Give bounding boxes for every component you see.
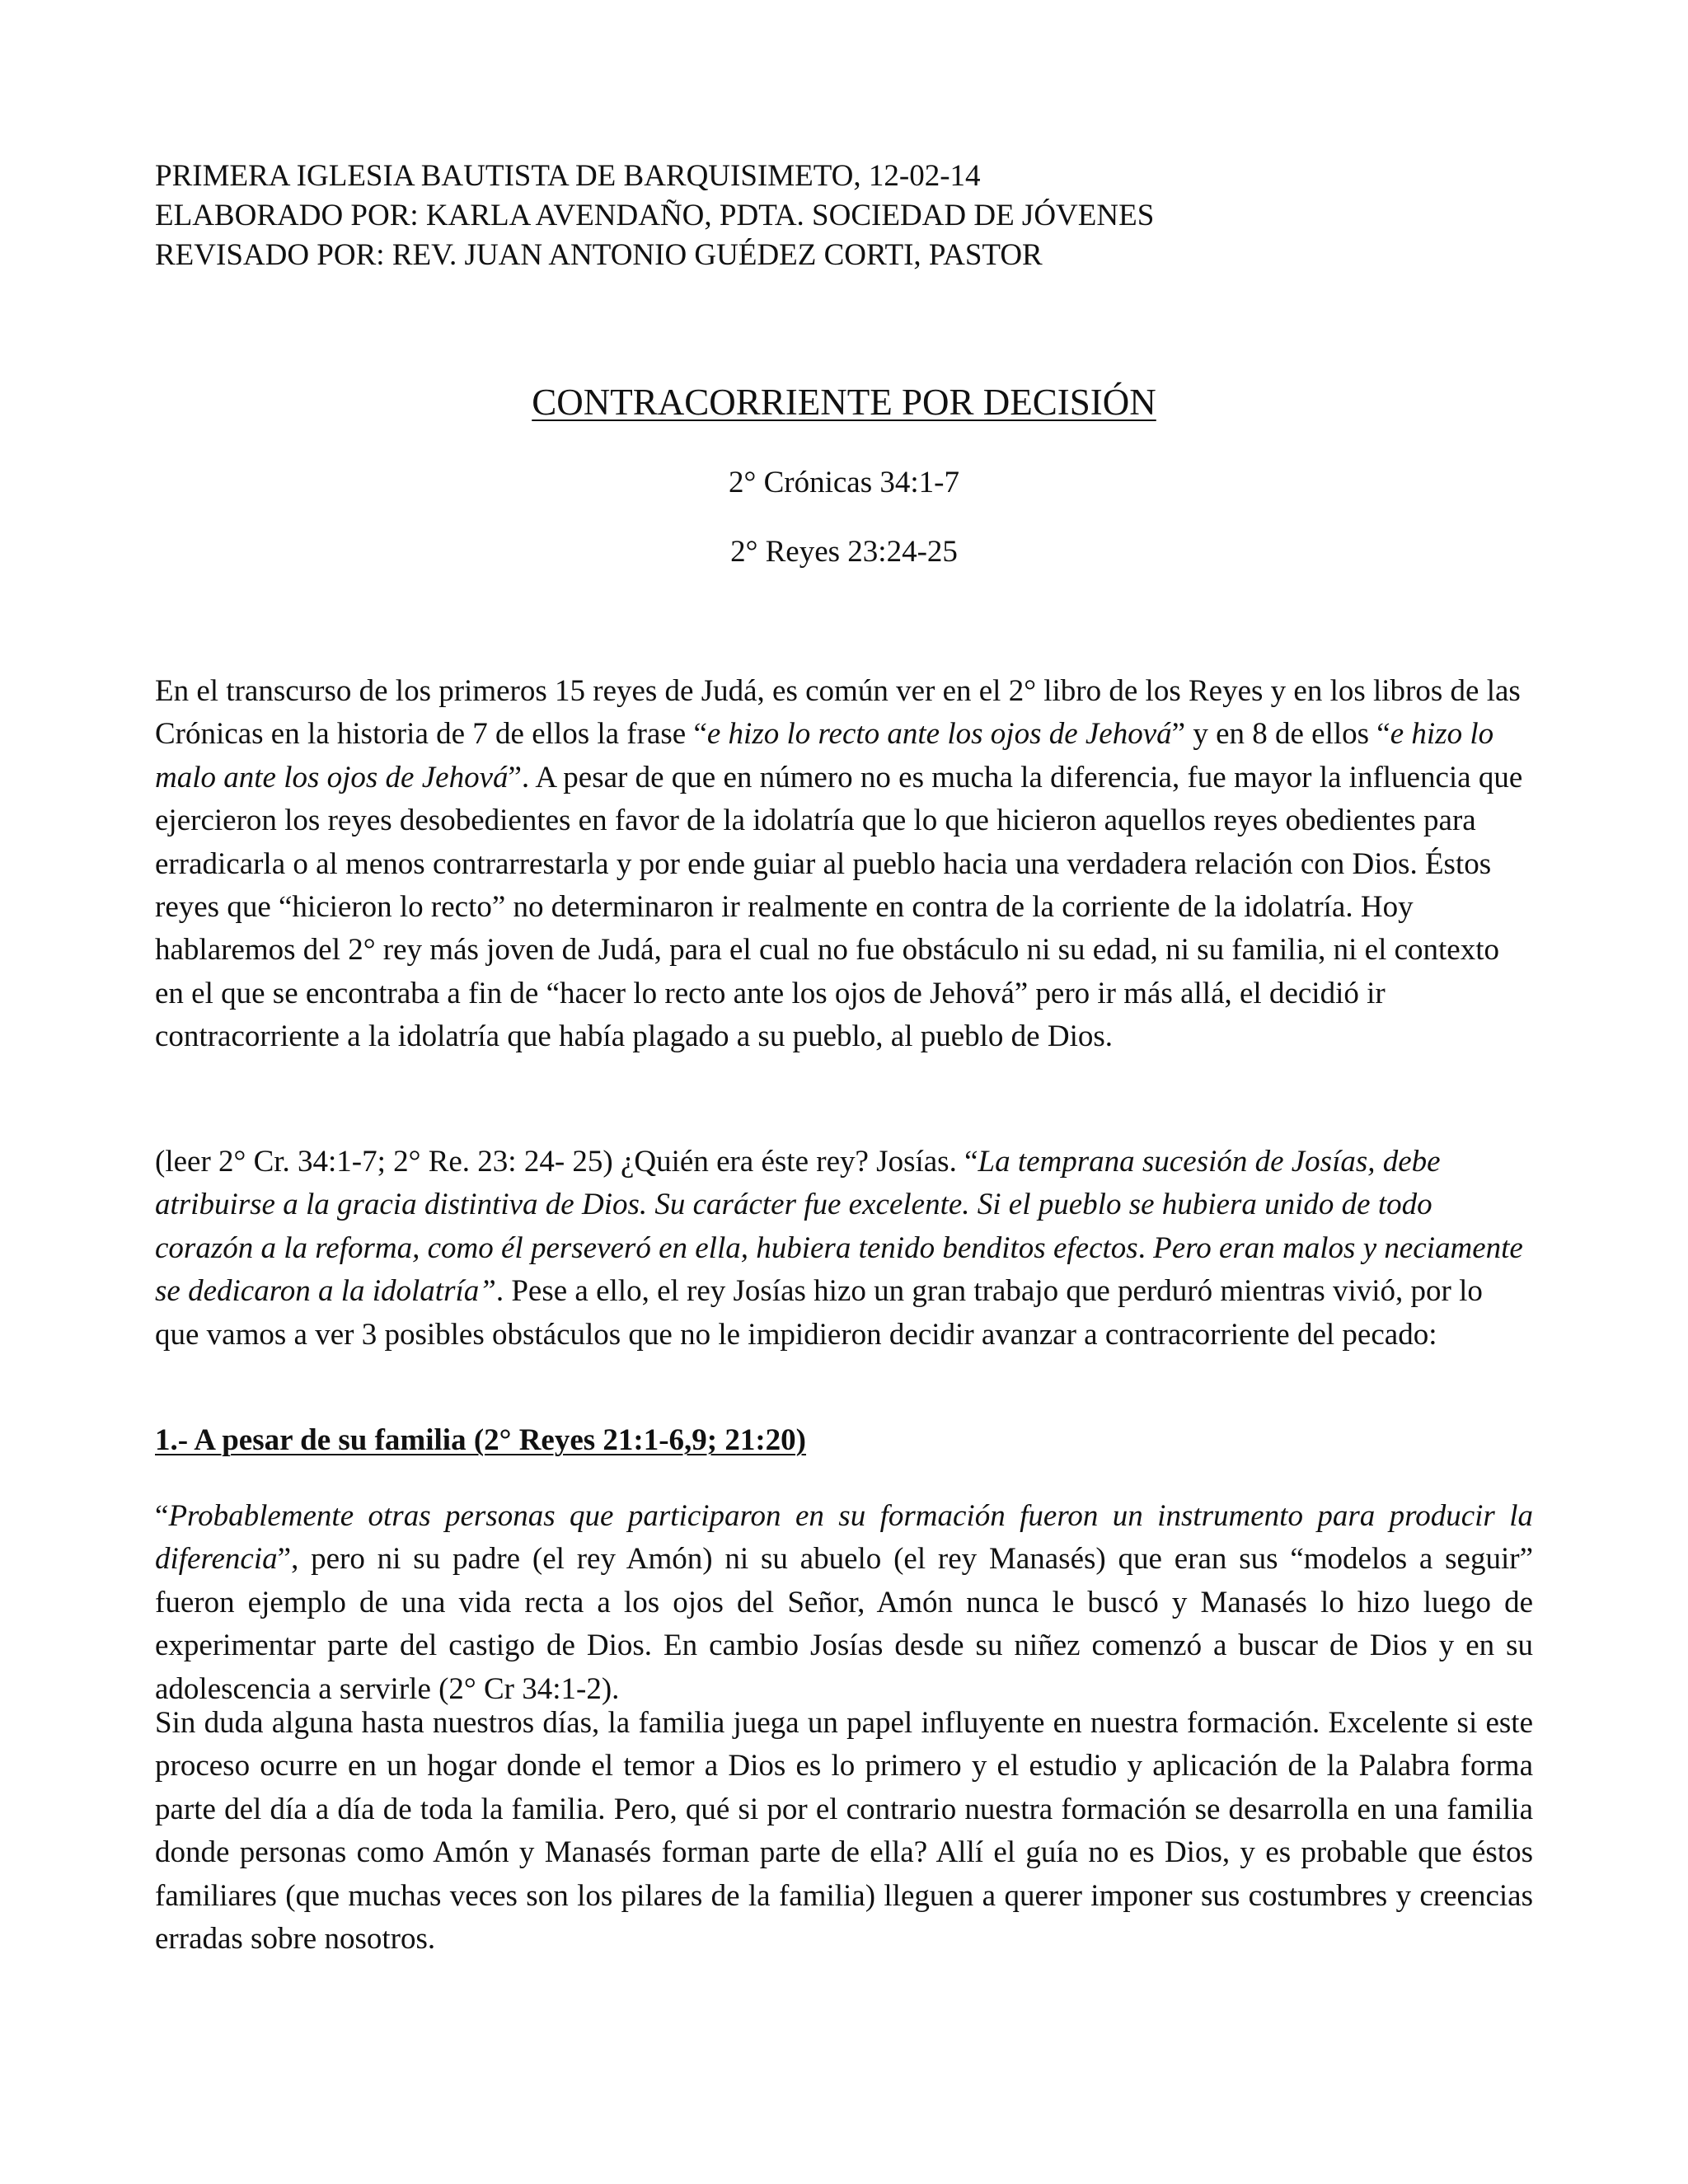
family-text-open: “ <box>155 1499 169 1533</box>
intro-text-3: ”. A pesar de que en número no es mucha la diferencia, fue mayor la influencia que ejercieron los reyes desobedientes en favor de la idolatría que lo que hicieron aquellos reyes obedientes para erradicarla o al menos contrarrestarla y por ende guiar al pueblo hacia una verdadera relación con Dios. Éstos reyes que “hicieron lo recto” no determinaron ir realmente en contra de la corriente de la idolatría. Hoy hablaremos del 2° rey más joven de Judá, para el cual no fue obstáculo ni su edad, ni su familia, ni el contexto en el que se encontraba a fin de “hacer lo recto ante los ojos de Jehová” pero ir más allá, el decidió ir contracorriente a la idolatría que había plagado a su pueblo, al pueblo de Dios. <box>155 760 1523 1054</box>
header-reviewer-line: REVISADO POR: REV. JUAN ANTONIO GUÉDEZ CORTI, PASTOR <box>155 238 1043 272</box>
intro-paragraph <box>155 670 1533 1059</box>
header-author-line: ELABORADO POR: KARLA AVENDAÑO, PDTA. SOCIEDAD DE JÓVENES <box>155 199 1155 232</box>
document-title <box>0 377 1688 427</box>
josiah-paragraph <box>155 1141 1533 1357</box>
header-church-line: PRIMERA IGLESIA BAUTISTA DE BARQUISIMETO, 12-02-14 <box>155 159 981 193</box>
title-text: CONTRACORRIENTE POR DECISIÓN <box>532 382 1156 423</box>
family-paragraph-1 <box>155 1495 1533 1711</box>
intro-quote-evil: e hizo lo malo ante los ojos de Jehová <box>155 717 1494 794</box>
family-paragraph-2 <box>155 1702 1533 1961</box>
family-quote: Probablemente otras personas que participaron en su formación fueron un instrumento para producir la diferencia <box>155 1499 1533 1577</box>
josiah-text-3: . Pese a ello, el rey Josías hizo un gran trabajo que perduró mientras vivió, por lo que vamos a ver 3 posibles obstáculos que no le impidieron decidir avanzar a contracorriente del pecado: <box>155 1274 1483 1352</box>
josiah-text-1: (leer 2° Cr. 34:1-7; 2° Re. 23: 24- 25) ¿Quién era éste rey? Josías. “ <box>155 1145 978 1179</box>
document-header <box>155 157 1556 275</box>
josiah-quote-2: Pero eran malos y neciamente se dedicaron a la idolatría” <box>155 1230 1523 1309</box>
josiah-text-2: . <box>1137 1230 1154 1265</box>
intro-quote-righteous: e hizo lo recto ante los ojos de Jehová <box>706 717 1172 752</box>
section-heading-family: 1.- A pesar de su familia (2° Reyes 21:1-6,9; 21:20) <box>155 1423 807 1457</box>
intro-text-2: ” y en 8 de ellos “ <box>1171 717 1390 752</box>
intro-text-1: En el transcurso de los primeros 15 reyes de Judá, es común ver en el 2° libro de los Reyes y en los libros de las Crónicas en la historia de 7 de ellos la frase “ <box>155 674 1521 752</box>
scripture-reference-1: 2° Crónicas 34:1-7 <box>729 466 959 499</box>
family-text-rest: ”, pero ni su padre (el rey Amón) ni su abuelo (el rey Manasés) que eran sus “modelos a seguir” fueron ejemplo de una vida recta a los ojos del Señor, Amón nunca le buscó y Manasés lo hizo luego de experimentar parte del castigo de Dios. En cambio Josías desde su niñez comenzó a buscar de Dios y en su adolescencia a servirle (2° Cr 34:1-2). <box>155 1542 1533 1706</box>
scripture-reference-2: 2° Reyes 23:24-25 <box>730 535 958 569</box>
family-paragraph-2-text: Sin duda alguna hasta nuestros días, la familia juega un papel influyente en nuestra formación. Excelente si este proceso ocurre en un hogar donde el temor a Dios es lo primero y el estudio y aplicación de la Palabra forma parte del día a día de toda la familia. Pero, qué si por el contrario nuestra formación se desarrolla en una familia donde personas como Amón y Manasés forman parte de ella? Allí el guía no es Dios, y es probable que éstos familiares (que muchas veces son los pilares de la familia) lleguen a querer imponer sus costumbres y creencias erradas sobre nosotros. <box>155 1706 1533 1957</box>
josiah-quote-1: La temprana sucesión de Josías, debe atribuirse a la gracia distintiva de Dios. Su carácter fue excelente. Si el pueblo se hubiera unido de todo corazón a la reforma, como él perseveró en ella, hubiera tenido benditos efectos <box>155 1145 1441 1265</box>
